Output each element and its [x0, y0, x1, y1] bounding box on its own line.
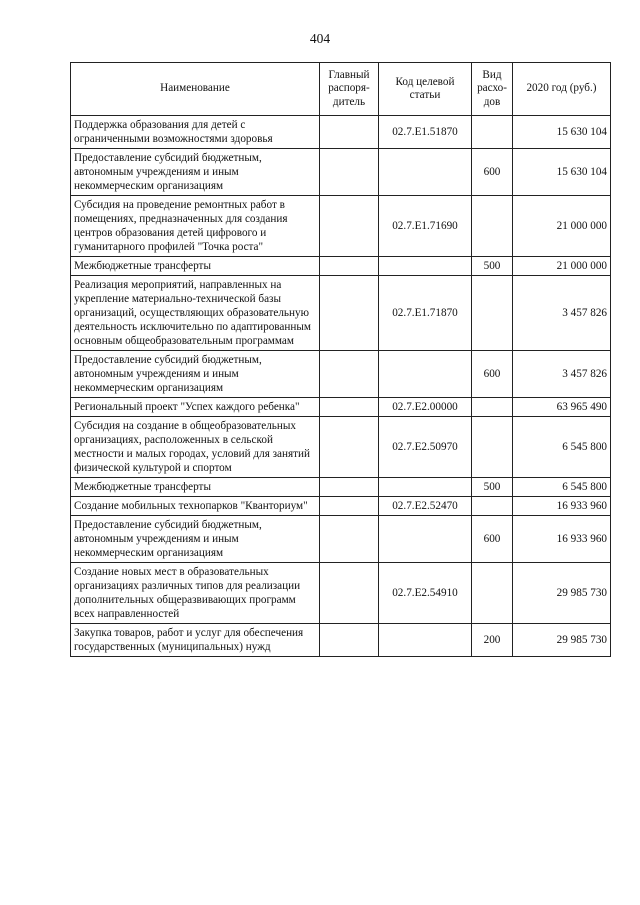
table-row	[71, 351, 611, 398]
table-row	[71, 116, 611, 149]
row-vid: 600	[472, 516, 513, 563]
row-name: Закупка товаров, работ и услуг для обеспечения государственных (муниципальных) нужд	[71, 624, 320, 657]
row-name: Предоставление субсидий бюджетным, автономным учреждениям и иным некоммерческим организациям	[71, 149, 320, 196]
row-amount: 21 000 000	[513, 257, 611, 276]
table-row	[71, 624, 611, 657]
row-amount: 16 933 960	[513, 516, 611, 563]
row-vid	[472, 276, 513, 351]
row-amount: 3 457 826	[513, 351, 611, 398]
row-vid	[472, 563, 513, 624]
row-amount: 29 985 730	[513, 624, 611, 657]
row-name: Субсидия на проведение ремонтных работ в помещениях, предназначенных для создания центров образования детей цифрового и гуманитарного профилей "Точка роста"	[71, 196, 320, 257]
row-name: Региональный проект "Успех каждого ребенка"	[71, 398, 320, 417]
table-header-row	[71, 63, 611, 116]
row-glav	[320, 563, 379, 624]
row-code	[379, 257, 472, 276]
row-vid	[472, 196, 513, 257]
row-code	[379, 351, 472, 398]
table-row	[71, 398, 611, 417]
row-code: 02.7.E2.50970	[379, 417, 472, 478]
row-name: Создание мобильных технопарков "Кванториум"	[71, 497, 320, 516]
row-glav	[320, 116, 379, 149]
header-amount: 2020 год (руб.)	[513, 63, 611, 116]
row-glav	[320, 516, 379, 563]
row-vid: 500	[472, 478, 513, 497]
row-vid: 600	[472, 149, 513, 196]
row-vid: 600	[472, 351, 513, 398]
row-glav	[320, 478, 379, 497]
row-name: Предоставление субсидий бюджетным, автономным учреждениям и иным некоммерческим организациям	[71, 351, 320, 398]
row-code	[379, 624, 472, 657]
row-amount: 6 545 800	[513, 478, 611, 497]
header-glav: Главный распоря-дитель	[320, 63, 379, 116]
table-row	[71, 276, 611, 351]
table-row	[71, 417, 611, 478]
row-code: 02.7.E2.52470	[379, 497, 472, 516]
row-amount: 15 630 104	[513, 116, 611, 149]
table-row	[71, 516, 611, 563]
row-name: Создание новых мест в образовательных организациях различных типов для реализации дополнительных общеразвивающих программ всех направленностей	[71, 563, 320, 624]
row-code	[379, 516, 472, 563]
table-row	[71, 478, 611, 497]
row-glav	[320, 398, 379, 417]
row-name: Межбюджетные трансферты	[71, 478, 320, 497]
row-code: 02.7.E2.00000	[379, 398, 472, 417]
row-glav	[320, 149, 379, 196]
row-amount: 63 965 490	[513, 398, 611, 417]
row-name: Межбюджетные трансферты	[71, 257, 320, 276]
row-code: 02.7.E1.71690	[379, 196, 472, 257]
table-row	[71, 257, 611, 276]
row-vid: 200	[472, 624, 513, 657]
row-code: 02.7.E2.54910	[379, 563, 472, 624]
table-row	[71, 563, 611, 624]
row-vid	[472, 116, 513, 149]
row-glav	[320, 276, 379, 351]
header-code: Код целевой статьи	[379, 63, 472, 116]
row-name: Поддержка образования для детей с ограниченными возможностями здоровья	[71, 116, 320, 149]
row-amount: 29 985 730	[513, 563, 611, 624]
row-glav	[320, 624, 379, 657]
row-code	[379, 149, 472, 196]
table-row	[71, 196, 611, 257]
row-glav	[320, 257, 379, 276]
row-vid	[472, 417, 513, 478]
header-name: Наименование	[71, 63, 320, 116]
row-name: Субсидия на создание в общеобразовательных организациях, расположенных в сельской местности и малых городах, условий для занятий физической культурой и спортом	[71, 417, 320, 478]
budget-table	[70, 62, 611, 657]
header-vid: Вид расхо-дов	[472, 63, 513, 116]
row-code: 02.7.E1.51870	[379, 116, 472, 149]
row-amount: 21 000 000	[513, 196, 611, 257]
page-number: 404	[309, 31, 331, 46]
row-glav	[320, 196, 379, 257]
row-glav	[320, 417, 379, 478]
row-vid	[472, 398, 513, 417]
row-amount: 6 545 800	[513, 417, 611, 478]
row-code: 02.7.E1.71870	[379, 276, 472, 351]
row-code	[379, 478, 472, 497]
row-amount: 15 630 104	[513, 149, 611, 196]
row-glav	[320, 497, 379, 516]
row-amount: 3 457 826	[513, 276, 611, 351]
row-amount: 16 933 960	[513, 497, 611, 516]
row-glav	[320, 351, 379, 398]
row-vid: 500	[472, 257, 513, 276]
row-name: Реализация мероприятий, направленных на укрепление материально-технической базы организаций, осуществляющих образовательную деятельность исключительно по адаптированным основным общеобразовательным программам	[71, 276, 320, 351]
row-name: Предоставление субсидий бюджетным, автономным учреждениям и иным некоммерческим организациям	[71, 516, 320, 563]
row-vid	[472, 497, 513, 516]
table-row	[71, 497, 611, 516]
table-row	[71, 149, 611, 196]
